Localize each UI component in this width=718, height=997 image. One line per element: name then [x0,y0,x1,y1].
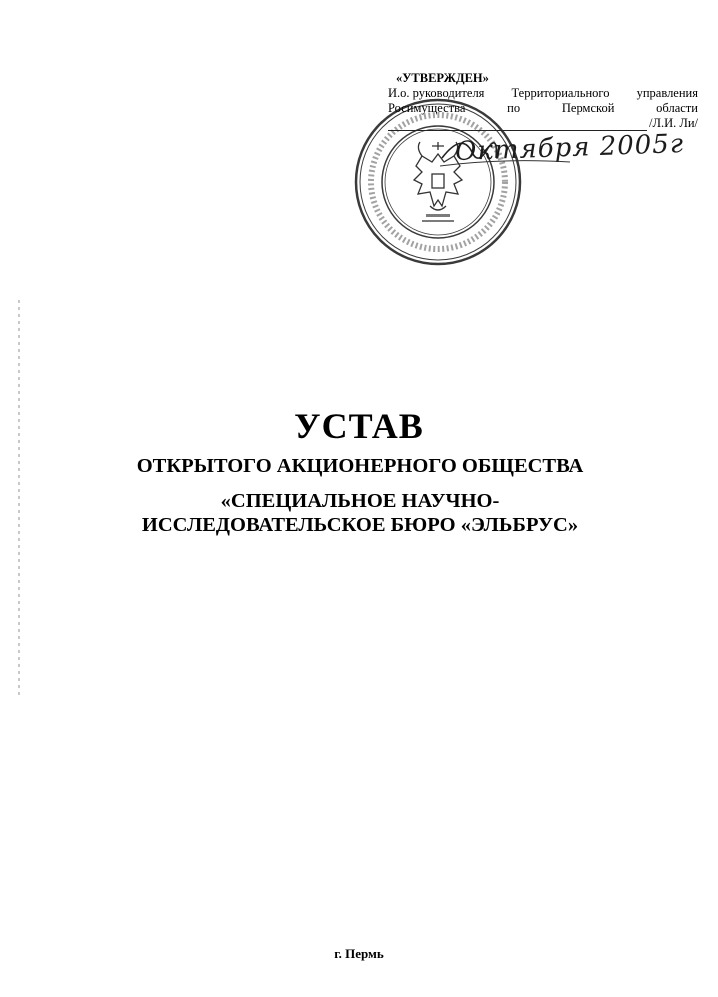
approver-agency: Росимущества [388,101,466,115]
document-subtitle-line-1: ОТКРЫТОГО АКЦИОНЕРНОГО ОБЩЕСТВА [136,455,584,477]
approval-line-1 [388,86,698,101]
approver-preposition: по [507,101,521,115]
approver-org-2: управления [636,86,698,100]
signature-line [388,116,698,131]
handwritten-date: Октября 2005г [454,129,685,167]
approved-label: «УТВЕРЖДЕН» [396,71,489,85]
approver-position: И.о. руководителя [388,86,485,100]
document-city: г. Пермь [334,946,384,961]
document-subtitle-line-2: «СПЕЦИАЛЬНОЕ НАУЧНО- [220,490,500,512]
signatory-name: /Л.И. Ли/ [649,116,698,130]
binding-marks [18,300,20,695]
approval-line-2 [388,101,698,116]
document-subtitle-line-3: ИССЛЕДОВАТЕЛЬСКОЕ БЮРО «ЭЛЬБРУС» [141,514,579,536]
approver-region-2: области [656,101,698,115]
approval-block [388,71,698,131]
approver-org-1: Территориального [511,86,610,100]
document-subtitle-org-name [40,489,680,537]
document-title: УСТАВ [294,406,424,446]
approver-region: Пермской [561,101,615,115]
